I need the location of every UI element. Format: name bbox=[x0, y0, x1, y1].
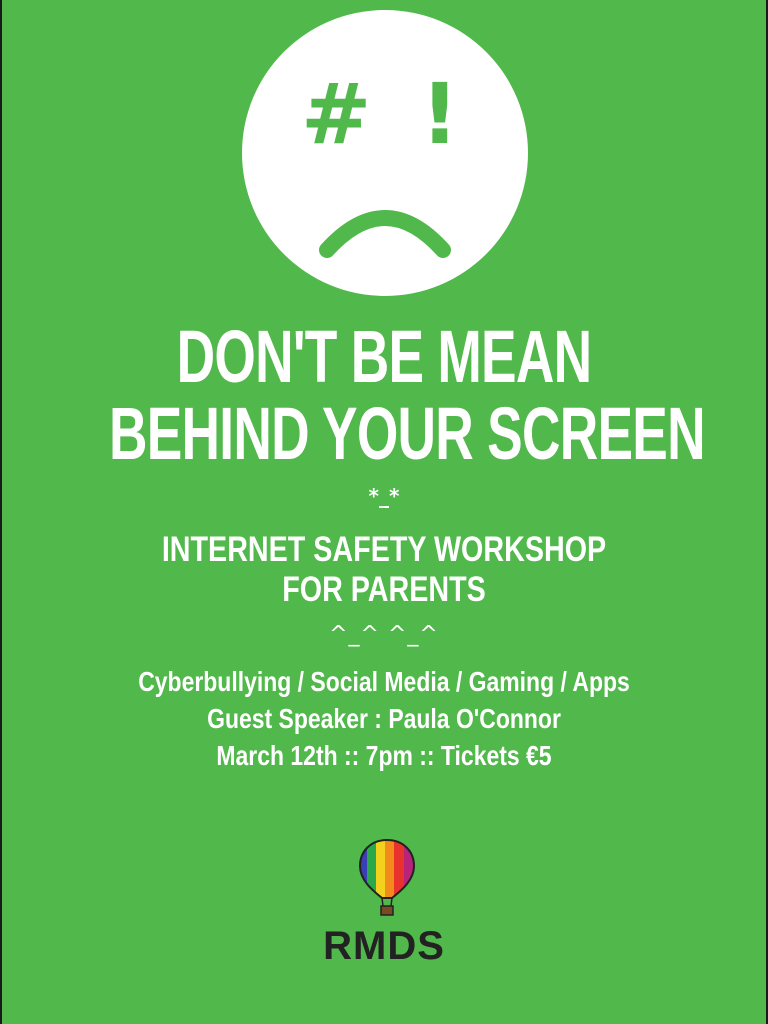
brand-logo-text: RMDS bbox=[323, 924, 445, 968]
event-text: March 12th :: 7pm :: Tickets €5 bbox=[216, 740, 552, 771]
headline-line-1: DON'T BE MEAN bbox=[176, 315, 592, 398]
frown-icon bbox=[315, 188, 455, 268]
poster bbox=[2, 0, 766, 1024]
sad-face-icon bbox=[242, 10, 528, 296]
subheading-line-1: INTERNET SAFETY WORKSHOP bbox=[161, 530, 607, 569]
topics-text: Cyberbullying / Social Media / Gaming / Apps bbox=[138, 666, 630, 697]
face-symbols: # ! bbox=[301, 65, 469, 163]
hot-air-balloon-icon bbox=[358, 838, 416, 918]
headline-line-2: BEHIND YOUR SCREEN bbox=[108, 392, 705, 475]
speaker-text: Guest Speaker : Paula O'Connor bbox=[207, 703, 561, 734]
emoticon-top: *_* bbox=[368, 484, 400, 508]
emoticon-middle: ^_^ ^_^ bbox=[329, 622, 439, 647]
subheading-line-2: FOR PARENTS bbox=[282, 570, 486, 609]
